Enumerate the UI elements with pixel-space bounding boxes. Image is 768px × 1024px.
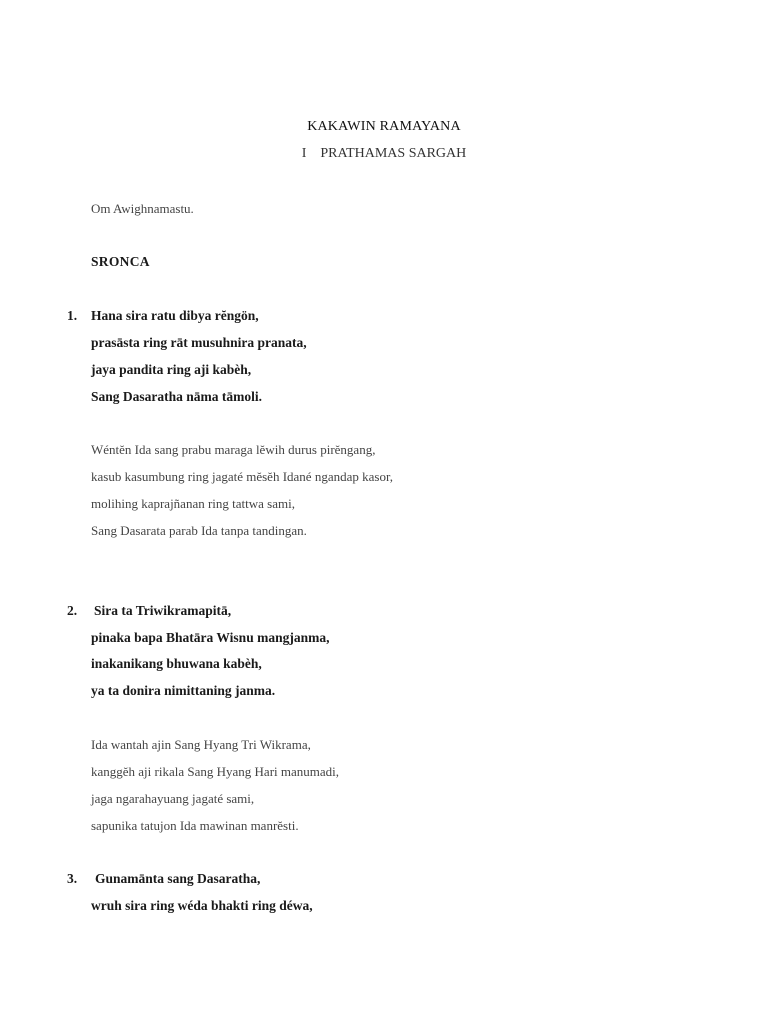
subtitle-roman-numeral: I bbox=[301, 146, 307, 161]
verse-line: Gunamānta sang Dasaratha, bbox=[95, 871, 261, 886]
translation-line: Wéntĕn Ida sang prabu maraga lĕwih durus pirĕngang, bbox=[91, 442, 376, 457]
translation-line: jaga ngarahayuang jagaté sami, bbox=[91, 791, 255, 806]
invocation: Om Awighnamastu. bbox=[91, 201, 194, 216]
stanza-number: 2. bbox=[67, 603, 78, 618]
verse-line: wruh sira ring wéda bhakti ring déwa, bbox=[91, 898, 313, 913]
translation-line: Sang Dasarata parab Ida tanpa tandingan. bbox=[91, 523, 307, 538]
section-heading: SRONCA bbox=[91, 254, 150, 269]
stanza-number: 1. bbox=[67, 308, 78, 323]
subtitle-text: PRATHAMAS SARGAH bbox=[320, 146, 467, 161]
verse-line: pinaka bapa Bhatāra Wisnu mangjanma, bbox=[91, 630, 330, 645]
verse-line: jaya pandita ring aji kabèh, bbox=[91, 362, 252, 377]
verse-line: inakanikang bhuwana kabèh, bbox=[91, 656, 262, 671]
translation-line: molihing kaprajñanan ring tattwa sami, bbox=[91, 496, 295, 511]
verse-line: prasāsta ring rāt musuhnira pranata, bbox=[91, 335, 307, 350]
verse-line: ya ta donira nimittaning janma. bbox=[91, 683, 276, 698]
stanza-number: 3. bbox=[67, 871, 78, 886]
translation-line: kanggĕh aji rikala Sang Hyang Hari manumadi, bbox=[91, 764, 340, 779]
translation-line: Ida wantah ajin Sang Hyang Tri Wikrama, bbox=[91, 737, 311, 752]
verse-line: Sira ta Triwikramapitā, bbox=[94, 603, 232, 618]
translation-line: kasub kasumbung ring jagaté mĕsĕh Idané ngandap kasor, bbox=[91, 469, 394, 484]
verse-line: Sang Dasaratha nāma tāmoli. bbox=[91, 389, 263, 404]
verse-line: Hana sira ratu dibya rĕngön, bbox=[91, 308, 259, 323]
translation-line: sapunika tatujon Ida mawinan manrĕsti. bbox=[91, 818, 299, 833]
document-subtitle bbox=[0, 146, 768, 162]
document-title: KAKAWIN RAMAYANA bbox=[307, 119, 461, 134]
